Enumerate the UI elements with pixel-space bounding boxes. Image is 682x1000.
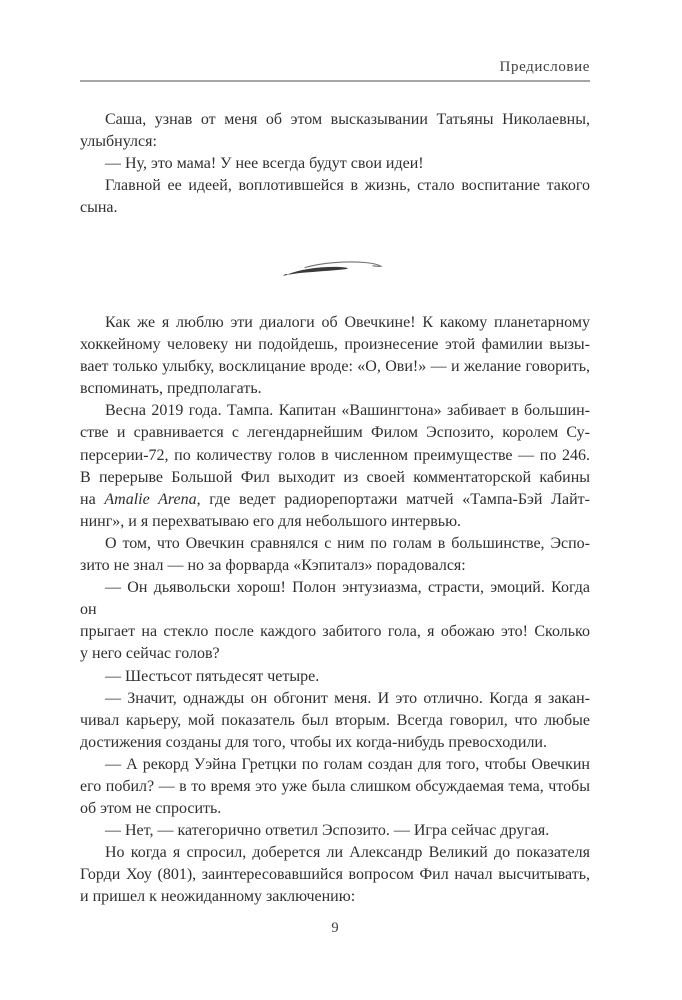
text-line: улыбнулся:	[80, 133, 157, 151]
text-line	[80, 489, 590, 511]
text-line: персерии-72, по количеству голов в численном преимуществе — по 246.	[80, 446, 590, 464]
pen-flourish-icon	[283, 254, 387, 280]
text-run: , где ведет радиорепортажи матчей «Тампа-Бэй Лайт-	[196, 490, 590, 508]
text-line: чивал карьеру, мой показатель был вторым. Всегда говорил, что любые	[80, 711, 590, 729]
text-block-top	[80, 109, 590, 219]
text-line: его побил? — в то время это уже была слишком обсуждаемая тема, чтобы	[80, 777, 590, 795]
text-line: О том, что Овечкин сравнялся с ним по голам в большинстве, Эспо-	[105, 534, 590, 552]
text-line: прыгает на стекло после каждого забитого гола, я обожаю это! Сколько	[80, 623, 590, 641]
text-line: достижения созданы для того, чтобы их когда-нибудь превосходили.	[80, 733, 547, 751]
text-line: Главной ее идеей, воплотившейся в жизнь, стало воспитание такого	[105, 177, 590, 195]
text-line: хоккейному человеку ни подойдешь, произнесение этой фамилии вызы-	[80, 336, 590, 354]
text-line: — Шестьсот пятьдесят четыре.	[105, 667, 320, 685]
section-divider	[80, 254, 590, 285]
running-head: Предисловие	[499, 59, 590, 75]
text-line: — А рекорд Уэйна Гретцки по голам создан для того, чтобы Овечкин	[105, 755, 590, 773]
text-line: — Нет, — категорично ответил Эспозито. — Игра сейчас другая.	[105, 822, 550, 840]
text-line: вспоминать, предполагать.	[80, 380, 262, 398]
text-line: Горди Хоу (801), заинтересовавшийся вопросом Фил начал высчитывать,	[80, 866, 590, 884]
text-line: стве и сравнивается с легендарнейшим Филом Эспозито, королем Су-	[80, 424, 590, 442]
text-line: нинг», и я перехватываю его для небольшого интервью.	[80, 512, 462, 530]
header-rule	[80, 80, 590, 82]
text-line: и пришел к неожиданному заключению:	[80, 888, 356, 906]
text-line: сына.	[80, 199, 118, 217]
text-run: на	[80, 490, 105, 508]
text-line: — Он дьявольски хорош! Полон энтузиазма, страсти, эмоций. Когда он	[80, 579, 590, 619]
text-line: — Значит, однажды он обгонит меня. И это отлично. Когда я закан-	[105, 689, 590, 707]
text-block-main	[80, 312, 590, 909]
text-line: — Ну, это мама! У нее всегда будут свои идеи!	[105, 155, 424, 173]
text-line: зито не знал — но за форварда «Кэпиталз» порадовался:	[80, 557, 466, 575]
venue-name: Amalie Arena	[104, 490, 197, 508]
text-line: у него сейчас голов?	[80, 645, 220, 663]
text-line: В перерыве Большой Фил выходит из своей комментаторской кабины	[80, 468, 590, 486]
text-line: Как же я люблю эти диалоги об Овечкине! К какому планетарному	[105, 314, 590, 331]
text-line: об этом не спросить.	[80, 800, 222, 818]
text-line: вает только улыбку, восклицание вроде: «О, Ови!» — и желание говорить,	[80, 358, 590, 376]
page-number: 9	[331, 920, 339, 936]
text-line: Весна 2019 года. Тампа. Капитан «Вашингтона» забивает в большин-	[105, 402, 590, 420]
text-line: Но когда я спросил, доберется ли Александр Великий до показателя	[105, 844, 590, 862]
text-line: Саша, узнав от меня об этом высказывании Татьяны Николаевны,	[105, 111, 590, 128]
